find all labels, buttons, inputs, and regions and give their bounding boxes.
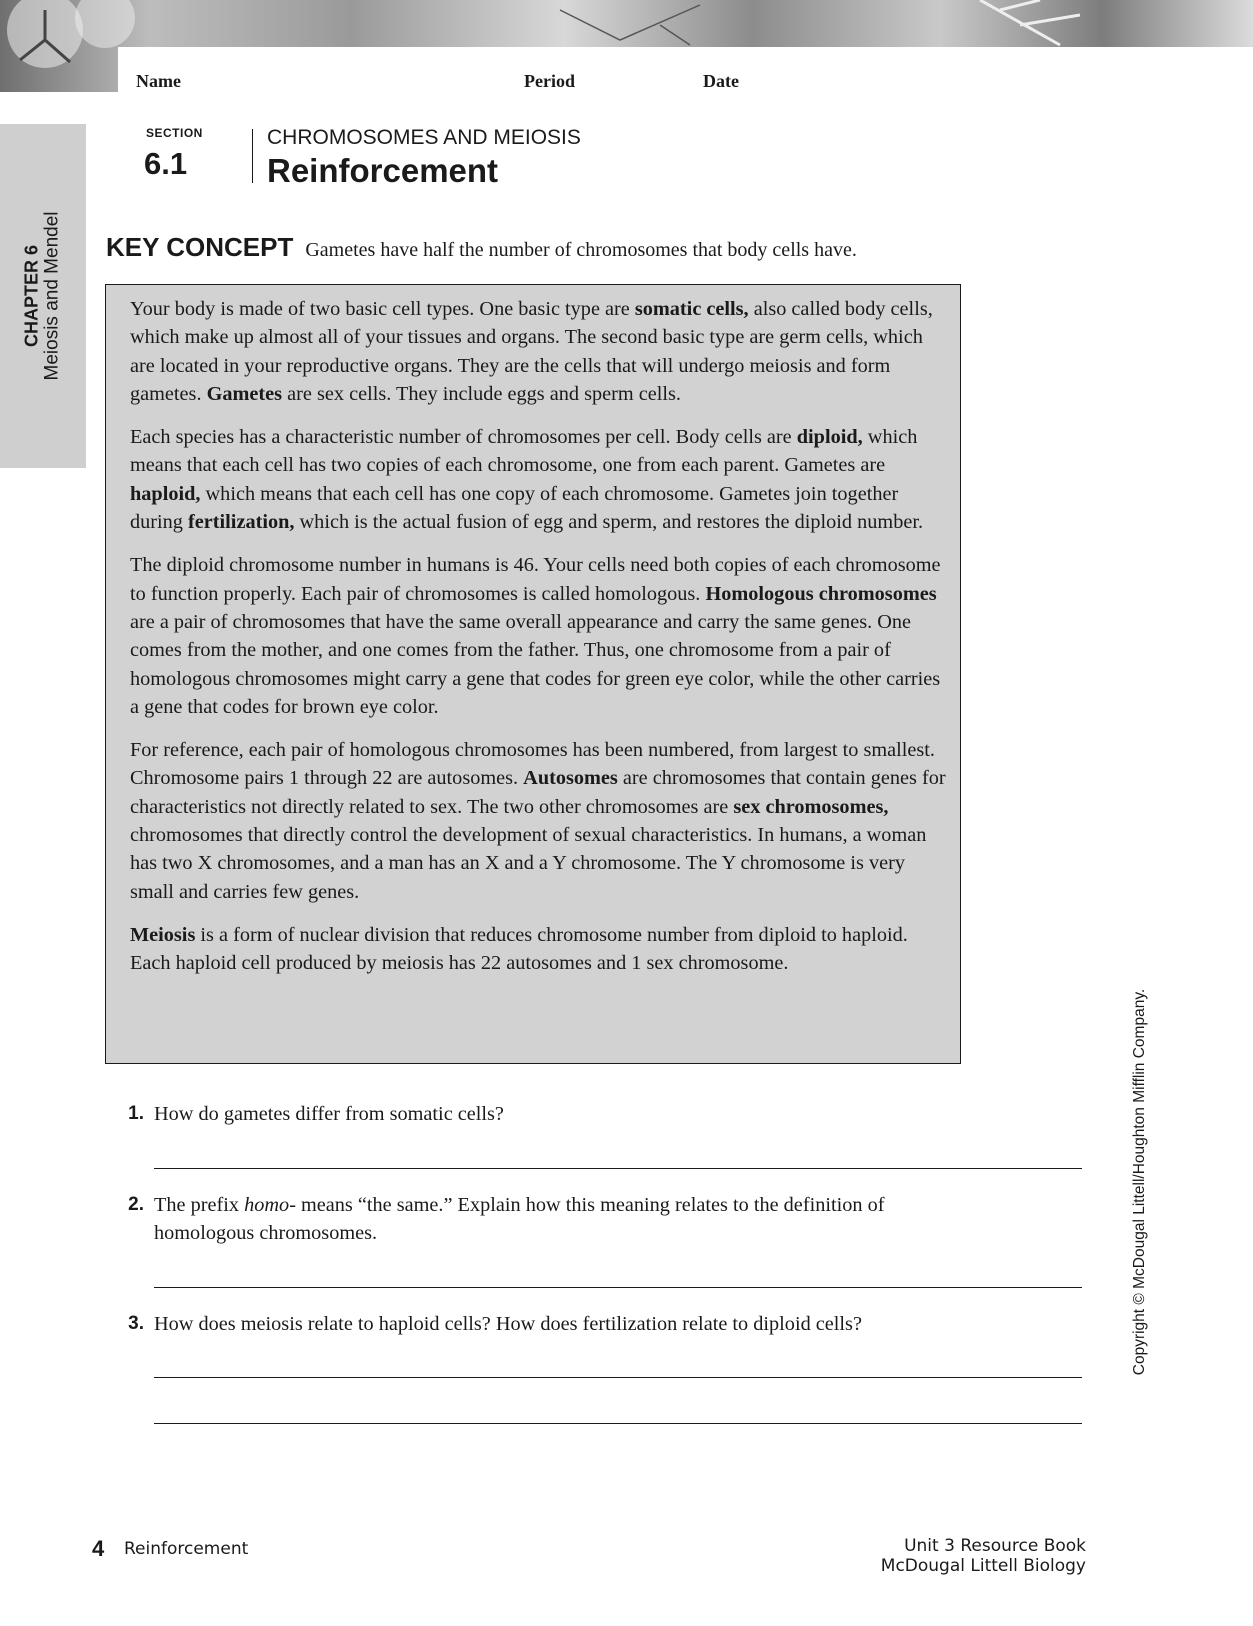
text-run: Each species has a characteristic number of chromosomes per cell. Body cells are [130,426,797,449]
text-run: - means “the same.” Explain how this meaning relates to the definition of homologous chromosomes. [154,1194,885,1244]
answer-line-3a[interactable] [154,1377,1082,1378]
text-run: The diploid chromosome number in humans is 46. Your cells need both copies of each chromosome to function properly. Each pair of chromosomes is called homologous. [130,554,941,605]
section-number: 6.1 [144,146,188,181]
period-label: Period [524,71,575,91]
text-run: also called body cells, which make up almost all of your tissues and organs. The second basic type are germ cells, which are located in your reproductive organs. They are the cells that will undergo meiosis and form gametes. [130,298,933,405]
paragraph-somatic-cells [130,295,948,408]
page-number: 4 [92,1536,105,1561]
chapter-number: CHAPTER 6 [21,244,42,348]
prefix-term: homo [244,1194,290,1216]
text-run: The prefix [154,1194,245,1216]
term-sex-chromosomes: sex chromosomes, [733,795,889,818]
section-tag: SECTION [146,126,203,140]
footer-book-line-2: McDougal Littell Biology [880,1556,1086,1576]
paragraph-meiosis [130,921,948,978]
answer-line-2[interactable] [154,1287,1082,1288]
question-1 [120,1100,980,1128]
key-concept-label: KEY CONCEPT [106,232,294,262]
question-3 [120,1310,980,1338]
footer-book-line-1: Unit 3 Resource Book [904,1536,1086,1556]
answer-line-1[interactable] [154,1168,1082,1169]
question-number: 1. [128,1103,144,1124]
chapter-title: Meiosis and Mendel [41,211,63,381]
paragraph-autosomes [130,736,948,906]
term-gametes: Gametes [206,382,283,405]
key-concept [106,232,857,263]
term-homologous-chromosomes: Homologous chromosomes [705,582,937,605]
term-autosomes: Autosomes [523,767,618,790]
header-photo-banner [0,0,1253,92]
question-text [154,1191,980,1247]
paragraph-homologous [130,551,948,721]
footer-section-name: Reinforcement [124,1539,249,1559]
term-fertilization: fertilization, [188,511,295,534]
chapter-tab-text [23,212,64,381]
question-text: How does meiosis relate to haploid cells? How does fertilization relate to diploid cells? [154,1313,862,1335]
answer-line-3b[interactable] [154,1423,1082,1424]
key-concept-text: Gametes have half the number of chromosomes that body cells have. [305,239,857,261]
section-topic: CHROMOSOMES AND MEIOSIS [267,126,581,149]
text-run: For reference, each pair of homologous chromosomes has been numbered, from largest to smallest. Chromosome pairs 1 through 22 are autosomes. [130,739,936,790]
section-divider [252,129,253,183]
copyright-notice: Copyright © McDougal Littell/Houghton Mifflin Company. [1131,988,1148,1376]
term-somatic-cells: somatic cells, [634,298,749,320]
text-run: are a pair of chromosomes that have the same overall appearance and carry the same genes. One comes from the mother, and one comes from the father. Thus, one chromosome from a pair of homologous chromosomes might carry a gene that codes for green eye color, while the other carries a gene that codes for brown eye color. [130,610,941,718]
question-number: 2. [128,1194,144,1215]
text-run: chromosomes that directly control the development of sexual characteristics. In humans, a woman has two X chromosomes, and a man has an X and a Y chromosome. The Y chromosome is very small and carries few genes. [130,824,927,903]
date-label: Date [703,71,739,91]
reading-box [105,284,961,1064]
question-text: How do gametes differ from somatic cells? [154,1103,504,1125]
question-2 [120,1191,980,1247]
name-label: Name [136,71,181,91]
text-run: is a form of nuclear division that reduces chromosome number from diploid to haploid. Each haploid cell produced by meiosis has 22 autosomes and 1 sex chromosome. [130,923,908,975]
term-haploid: haploid, [130,482,201,505]
text-run: are chromosomes that contain genes for characteristics not directly related to sex. The two other chromosomes are [130,767,946,818]
question-number: 3. [128,1313,144,1334]
text-run: which means that each cell has two copies of each chromosome, one from each parent. Gametes are [130,426,918,477]
page-title: Reinforcement [267,152,499,189]
text-run: are sex cells. They include eggs and sperm cells. [282,382,681,405]
term-diploid: diploid, [796,426,863,449]
text-run: which is the actual fusion of egg and sperm, and restores the diploid number. [294,511,924,534]
paragraph-diploid-haploid [130,423,948,536]
footer-book-info [881,1536,1086,1576]
text-run: which means that each cell has one copy of each chromosome. Gametes join together during [130,482,899,534]
term-meiosis: Meiosis [130,923,196,946]
text-run: Your body is made of two basic cell types. One basic type are [130,298,635,320]
